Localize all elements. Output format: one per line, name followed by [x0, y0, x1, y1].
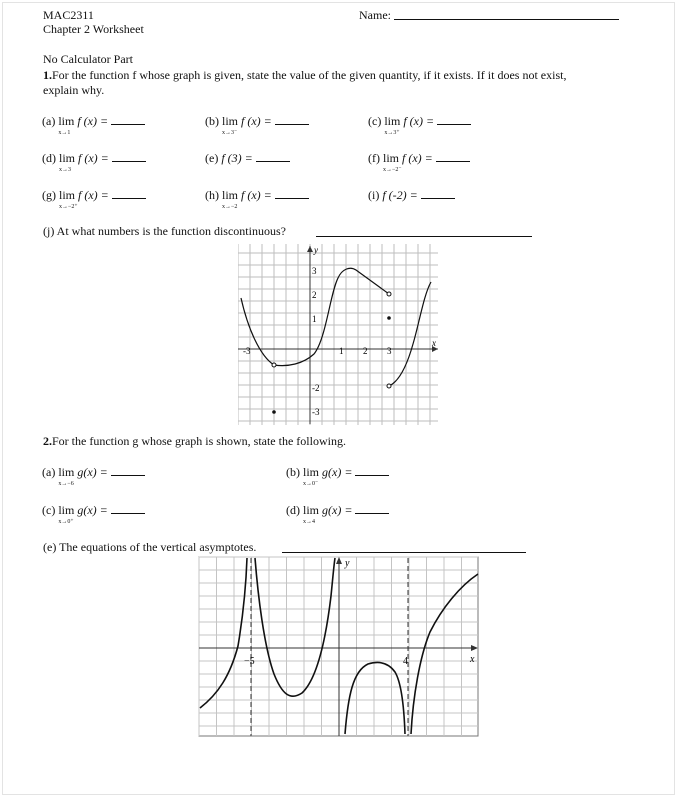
- answer-blank[interactable]: [355, 465, 389, 476]
- graph-g-tick-neg5: −5: [244, 656, 255, 667]
- graph-f-tick-y-neg2: -2: [312, 383, 320, 393]
- q1-prompt-line2: explain why.: [43, 83, 105, 97]
- graph-f-tick-x3: 3: [387, 346, 392, 356]
- lim-symbol: lim: [59, 151, 76, 165]
- lim-symbol: lim: [59, 188, 76, 202]
- q1-prompt: [43, 68, 566, 82]
- graph-f-filled-point: [272, 410, 276, 414]
- answer-blank[interactable]: [111, 465, 145, 476]
- answer-blank[interactable]: [112, 151, 146, 162]
- q2-e-text: (e) The equations of the vertical asymptotes.: [43, 540, 257, 554]
- q1-j-text: (j) At what numbers is the function discontinuous?: [43, 224, 286, 238]
- q2-item: [286, 503, 389, 525]
- graph-g-x-label: x: [470, 654, 475, 665]
- graph-f-tick-y-neg3: -3: [312, 407, 320, 417]
- q1-item-expression: f (x) =: [241, 114, 272, 128]
- q1-item: [42, 151, 146, 173]
- limit-subscript: x→3: [59, 167, 71, 173]
- graph-f-tick-x2: 2: [363, 346, 368, 356]
- limit-operator: [58, 114, 75, 136]
- q2-prompt-text: For the function g whose graph is shown, state the following.: [52, 434, 346, 448]
- q1-item-expression: f (x) =: [402, 151, 433, 165]
- answer-blank[interactable]: [436, 151, 470, 162]
- limit-operator: [59, 188, 78, 210]
- answer-blank[interactable]: [275, 188, 309, 199]
- graph-g-tick-4: 4: [403, 656, 408, 667]
- graph-g: [198, 556, 480, 738]
- limit-subscript: x→0⁻: [303, 481, 319, 487]
- q2-item: [286, 465, 389, 487]
- lim-symbol: lim: [303, 465, 320, 479]
- q2-item-expression: g(x) =: [77, 465, 108, 479]
- limit-operator: [59, 151, 76, 173]
- q1-number: 1.: [43, 68, 52, 82]
- graph-f-grid: [238, 244, 438, 425]
- q1-item-label: (f): [368, 151, 380, 165]
- q2-item-expression: g(x) =: [77, 503, 108, 517]
- q1-item-label: (g): [42, 188, 56, 202]
- q1-item: [205, 151, 290, 165]
- lim-symbol: lim: [222, 114, 239, 128]
- q1-j-answer-line[interactable]: [316, 236, 532, 237]
- limit-subscript: x→3⁺: [384, 130, 400, 136]
- graph-f: [238, 244, 440, 426]
- graph-f-y-arrow-icon: [307, 246, 313, 252]
- limit-operator: [58, 465, 75, 487]
- q1-item-label: (h): [205, 188, 219, 202]
- graph-g-curve-inner: [345, 663, 405, 734]
- limit-operator: [384, 114, 401, 136]
- q1-item-expression: f (x) =: [403, 114, 435, 128]
- graph-g-curve-middle: [255, 558, 335, 696]
- limit-operator: [303, 465, 320, 487]
- limit-subscript: x→−2⁺: [59, 204, 78, 210]
- limit-subscript: x→−6: [58, 481, 74, 487]
- lim-symbol: lim: [222, 188, 239, 202]
- graph-f-open-point: [272, 363, 276, 367]
- q1-item-expression: f (x) =: [77, 114, 109, 128]
- graph-g-x-arrow-icon: [471, 645, 478, 651]
- part-title: No Calculator Part: [43, 52, 133, 66]
- limit-operator: [222, 114, 239, 136]
- q1-item-label: (e): [205, 151, 219, 165]
- answer-blank[interactable]: [111, 114, 145, 125]
- q2-item-label: (d): [286, 503, 300, 517]
- q2-item: [42, 465, 145, 487]
- q1-item-expression: f (x) =: [78, 151, 109, 165]
- graph-f-tick-x1: 1: [339, 346, 344, 356]
- limit-subscript: x→3⁻: [222, 130, 238, 136]
- answer-blank[interactable]: [437, 114, 471, 125]
- graph-g-y-arrow-icon: [336, 557, 342, 564]
- limit-subscript: x→1: [58, 130, 71, 136]
- q1-item: [368, 188, 455, 202]
- course-code: MAC2311: [43, 8, 94, 22]
- lim-symbol: lim: [58, 503, 75, 517]
- q1-item: [205, 114, 309, 136]
- graph-f-tick-y3: 3: [312, 266, 317, 276]
- graph-f-tick-y2: 2: [312, 290, 317, 300]
- q1-item: [205, 188, 309, 210]
- graph-g-y-label: y: [345, 558, 350, 569]
- graph-f-x-label: x: [432, 338, 436, 348]
- q1-item-label: (c): [368, 114, 382, 128]
- q2-item-expression: g(x) =: [322, 503, 353, 517]
- answer-blank[interactable]: [421, 188, 455, 199]
- limit-operator: [383, 151, 402, 173]
- limit-subscript: x→−2⁻: [383, 167, 402, 173]
- worksheet-title: Chapter 2 Worksheet: [43, 22, 144, 36]
- q2-item-expression: g(x) =: [322, 465, 353, 479]
- answer-blank[interactable]: [111, 503, 145, 514]
- q2-item: [42, 503, 145, 525]
- lim-symbol: lim: [384, 114, 401, 128]
- q1-item-label: (i): [368, 188, 380, 202]
- q1-item: [42, 114, 145, 136]
- q2-prompt: [43, 434, 346, 448]
- lim-symbol: lim: [58, 465, 75, 479]
- q2-item-label: (c): [42, 503, 56, 517]
- lim-symbol: lim: [383, 151, 400, 165]
- q1-item: [42, 188, 146, 210]
- answer-blank[interactable]: [256, 151, 290, 162]
- q1-item-label: (b): [205, 114, 219, 128]
- q2-number: 2.: [43, 434, 52, 448]
- graph-f-open-point: [387, 384, 391, 388]
- q2-item-label: (a): [42, 465, 56, 479]
- limit-operator: [303, 503, 320, 525]
- q1-item: [368, 114, 471, 136]
- graph-f-tick-y1: 1: [312, 314, 317, 324]
- limit-subscript: x→0⁺: [58, 519, 74, 525]
- graph-f-open-point: [387, 292, 391, 296]
- q1-prompt-line1: For the function f whose graph is given, state the value of the given quantity, if it exists. If it does not exist,: [52, 68, 567, 82]
- graph-g-curve-left: [200, 558, 247, 708]
- q1-item-expression: f (3) =: [221, 151, 253, 165]
- q2-item-label: (b): [286, 465, 300, 479]
- q1-item-label: (d): [42, 151, 56, 165]
- graph-f-y-label: y: [314, 245, 318, 255]
- limit-subscript: x→−2: [222, 204, 238, 210]
- lim-symbol: lim: [303, 503, 320, 517]
- q1-item-label: (a): [42, 114, 56, 128]
- graph-f-filled-point: [387, 316, 391, 320]
- q1-item: [368, 151, 470, 173]
- answer-blank[interactable]: [275, 114, 309, 125]
- graph-f-tick-x-neg3: -3: [243, 346, 251, 356]
- q1-item-expression: f (-2) =: [382, 188, 418, 202]
- name-field[interactable]: [394, 19, 619, 20]
- q1-item-expression: f (x) =: [78, 188, 109, 202]
- name-label: Name:: [359, 8, 391, 22]
- limit-operator: [222, 188, 239, 210]
- q2-e-answer-line[interactable]: [282, 552, 526, 553]
- answer-blank[interactable]: [355, 503, 389, 514]
- limit-operator: [58, 503, 75, 525]
- graph-f-curve-middle: [274, 268, 389, 365]
- graph-f-curve-right: [389, 282, 431, 386]
- limit-subscript: x→4: [303, 519, 315, 525]
- answer-blank[interactable]: [112, 188, 146, 199]
- q1-item-expression: f (x) =: [241, 188, 272, 202]
- lim-symbol: lim: [58, 114, 75, 128]
